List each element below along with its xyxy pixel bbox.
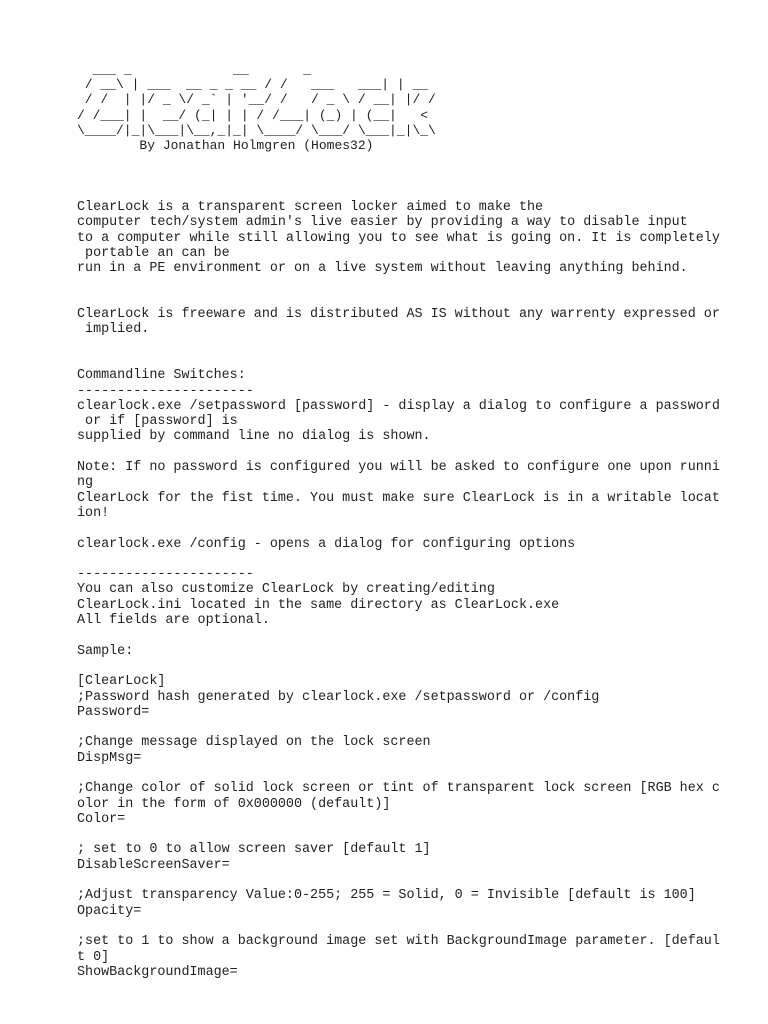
author-byline: By Jonathan Holmgren (Homes32) bbox=[77, 138, 374, 154]
ascii-logo: ___ _ __ _ / __\ | ___ __ _ _ __ / / ___ ___| | __ / / | |/ _ \/ _` | '__/ / / _ \ / __| |/ / / /___| | __/ (_| | | / /___| (_) | (__| < \____/|_|\___|\__,_|_| \____/ \___/ \___|_|\_\ bbox=[77, 62, 436, 138]
ascii-banner bbox=[77, 62, 436, 153]
document-body: ClearLock is a transparent screen locker aimed to make the computer tech/system admin's live easier by providing a way to disable input to a computer while still allowing you to see what is going on. It is completely portable an can be run in a PE environment or on a live system without leaving anything behind. ClearLock is freeware and is distributed AS IS without any warrenty expressed or implied. Commandline Switches: ---------------------- clearlock.exe /setpassword [password] - display a dialog to configure a password or if [password] is supplied by command line no dialog is shown. Note: If no password is configured you will be asked to configure one upon runni ng ClearLock for the fist time. You must make sure ClearLock is in a writable locat ion! clearlock.exe /config - opens a dialog for configuring options ---------------------- You can also customize ClearLock by creating/editing ClearLock.ini located in the same directory as ClearLock.exe All fields are optional. Sample: [ClearLock] ;Password hash generated by clearlock.exe /setpassword or /config Password= ;Change message displayed on the lock screen DispMsg= ;Change color of solid lock screen or tint of transparent lock screen [RGB hex c olor in the form of 0x000000 (default)] Color= ; set to 0 to allow screen saver [default 1] DisableScreenSaver= ;Adjust transparency Value:0-255; 255 = Solid, 0 = Invisible [default is 100] Opacity= ;set to 1 to show a background image set with BackgroundImage parameter. [defaul t 0] ShowBackgroundImage= bbox=[77, 200, 720, 980]
